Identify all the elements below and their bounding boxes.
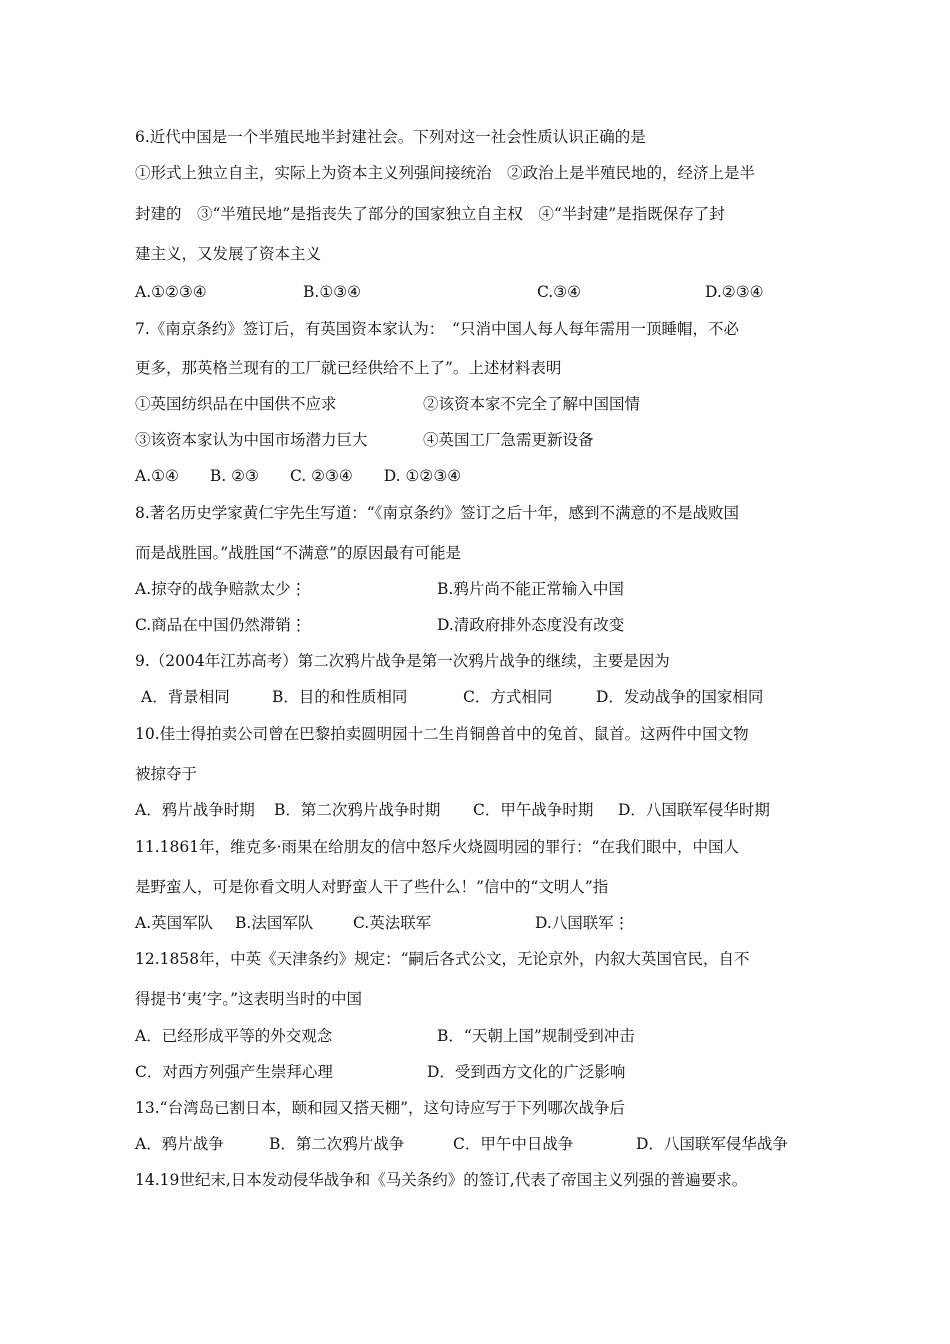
q10-stem-line: 被掠夺于 bbox=[135, 765, 198, 783]
q6-statement-line: 封建的 ③“半殖民地”是指丧失了部分的国家独立自主权 ④“半封建”是指既保存了封 bbox=[135, 205, 725, 223]
q6-options bbox=[135, 281, 815, 303]
q7-statements-row bbox=[135, 393, 815, 415]
q13-option-c: C．甲午中日战争 bbox=[453, 1135, 574, 1153]
q8-stem-line: 而是战胜国。”战胜国“不满意”的原因最有可能是 bbox=[135, 544, 462, 562]
q7-statement-2: ②该资本家不完全了解中国国情 bbox=[423, 395, 641, 413]
q13-options-row bbox=[135, 1133, 815, 1155]
q8-stem: 8.著名历史学家黄仁宇先生写道：“《南京条约》签订之后十年，感到不满意的不是战败国 bbox=[135, 504, 739, 522]
q12-option-a: A．已经形成平等的外交观念 bbox=[135, 1027, 333, 1045]
q9-stem: 9.（2004年江苏高考）第二次鸦片战争是第一次鸦片战争的继续，主要是因为 bbox=[135, 652, 670, 670]
q8-option-c: C.商品在中国仍然滞销⋮ bbox=[135, 616, 307, 634]
q10-option-c: C．甲午战争时期 bbox=[473, 801, 594, 819]
q9-option-a: A．背景相同 bbox=[141, 688, 230, 706]
q11-options-row bbox=[135, 912, 815, 934]
q8-options-row bbox=[135, 578, 815, 600]
q6-option-a: A.①②③④ bbox=[135, 283, 207, 301]
q6-option-d: D.②③④ bbox=[705, 283, 764, 301]
q12-option-c: C．对西方列强产生崇拜心理 bbox=[135, 1063, 333, 1081]
q9-options-row bbox=[135, 686, 815, 708]
q7-statement-1: ①英国纺织品在中国供不应求 bbox=[135, 395, 337, 413]
q10-option-d: D．八国联军侵华时期 bbox=[618, 801, 770, 819]
q12-stem-line: 得提书‘夷’字。”这表明当时的中国 bbox=[135, 990, 363, 1008]
q6-option-b: B.①③④ bbox=[303, 283, 362, 301]
q12-option-d: D．受到西方文化的广泛影响 bbox=[427, 1063, 626, 1081]
q9-option-b: B．目的和性质相同 bbox=[272, 688, 408, 706]
q7-statement-3: ③该资本家认为中国市场潜力巨大 bbox=[135, 431, 368, 449]
q6-statement-line: ①形式上独立自主，实际上为资本主义列强间接统治 ②政治上是半殖民地的，经济上是半 bbox=[135, 164, 756, 182]
q12-options-row bbox=[135, 1025, 815, 1047]
q12-option-b: B．“天朝上国”规制受到冲击 bbox=[437, 1027, 635, 1045]
q7-statements-row bbox=[135, 429, 815, 451]
q9-option-c: C．方式相同 bbox=[463, 688, 553, 706]
q14-stem: 14.19世纪末,日本发动侵华战争和《马关条约》的签订,代表了帝国主义列强的普遍要求。 bbox=[135, 1171, 748, 1189]
q11-stem: 11.1861年，维克多·雨果在给朋友的信中怒斥火烧圆明园的罪行：“在我们眼中，中国人 bbox=[135, 838, 739, 856]
q7-stem-line: 更多，那英格兰现有的工厂就已经供给不上了”。上述材料表明 bbox=[135, 359, 562, 377]
q8-option-a: A.掠夺的战争赔款太少⋮ bbox=[135, 580, 307, 598]
q10-option-b: B．第二次鸦片战争时期 bbox=[274, 801, 441, 819]
q7-statement-4: ④英国工厂急需更新设备 bbox=[423, 431, 594, 449]
q10-options-row bbox=[135, 799, 815, 821]
q9-option-d: D．发动战争的国家相同 bbox=[596, 688, 764, 706]
q11-stem-line: 是野蛮人，可是你看文明人对野蛮人干了些什么！”信中的“文明人”指 bbox=[135, 878, 609, 896]
q11-option-a: A.英国军队 bbox=[135, 914, 214, 932]
q10-stem: 10.佳士得拍卖公司曾在巴黎拍卖圆明园十二生肖铜兽首中的兔首、鼠首。这两件中国文物 bbox=[135, 725, 749, 743]
q12-stem: 12.1858年，中英《天津条约》规定：“嗣后各式公文，无论京外，内叙大英国官民，自不 bbox=[135, 950, 750, 968]
q12-options-row bbox=[135, 1061, 815, 1083]
q7-options: A.①④ B. ②③ C. ②③④ D. ①②③④ bbox=[135, 467, 462, 485]
q10-option-a: A．鸦片战争时期 bbox=[135, 801, 255, 819]
q8-option-d: D.清政府排外态度没有改变 bbox=[437, 616, 625, 634]
q6-stem: 6.近代中国是一个半殖民地半封建社会。下列对这一社会性质认识正确的是 bbox=[135, 128, 646, 146]
q11-option-b: B.法国军队 bbox=[235, 914, 314, 932]
q7-stem: 7.《南京条约》签订后，有英国资本家认为： “只消中国人每人每年需用一顶睡帽，不必 bbox=[135, 320, 739, 338]
q8-option-b: B.鸦片尚不能正常输入中国 bbox=[437, 580, 624, 598]
q13-option-d: D．八国联军侵华战争 bbox=[636, 1135, 788, 1153]
q11-option-c: C.英法联军 bbox=[353, 914, 432, 932]
q13-stem: 13.“台湾岛已割日本，颐和园又搭天棚”，这句诗应写于下列哪次战争后 bbox=[135, 1099, 626, 1117]
q13-option-a: A．鸦片战争 bbox=[135, 1135, 224, 1153]
q8-options-row bbox=[135, 614, 815, 636]
q13-option-b: B．第二次鸦片战争 bbox=[269, 1135, 405, 1153]
q6-statement-line: 建主义，又发展了资本主义 bbox=[135, 245, 322, 263]
q11-option-d: D.八国联军⋮ bbox=[535, 914, 630, 932]
q6-option-c: C.③④ bbox=[537, 283, 582, 301]
